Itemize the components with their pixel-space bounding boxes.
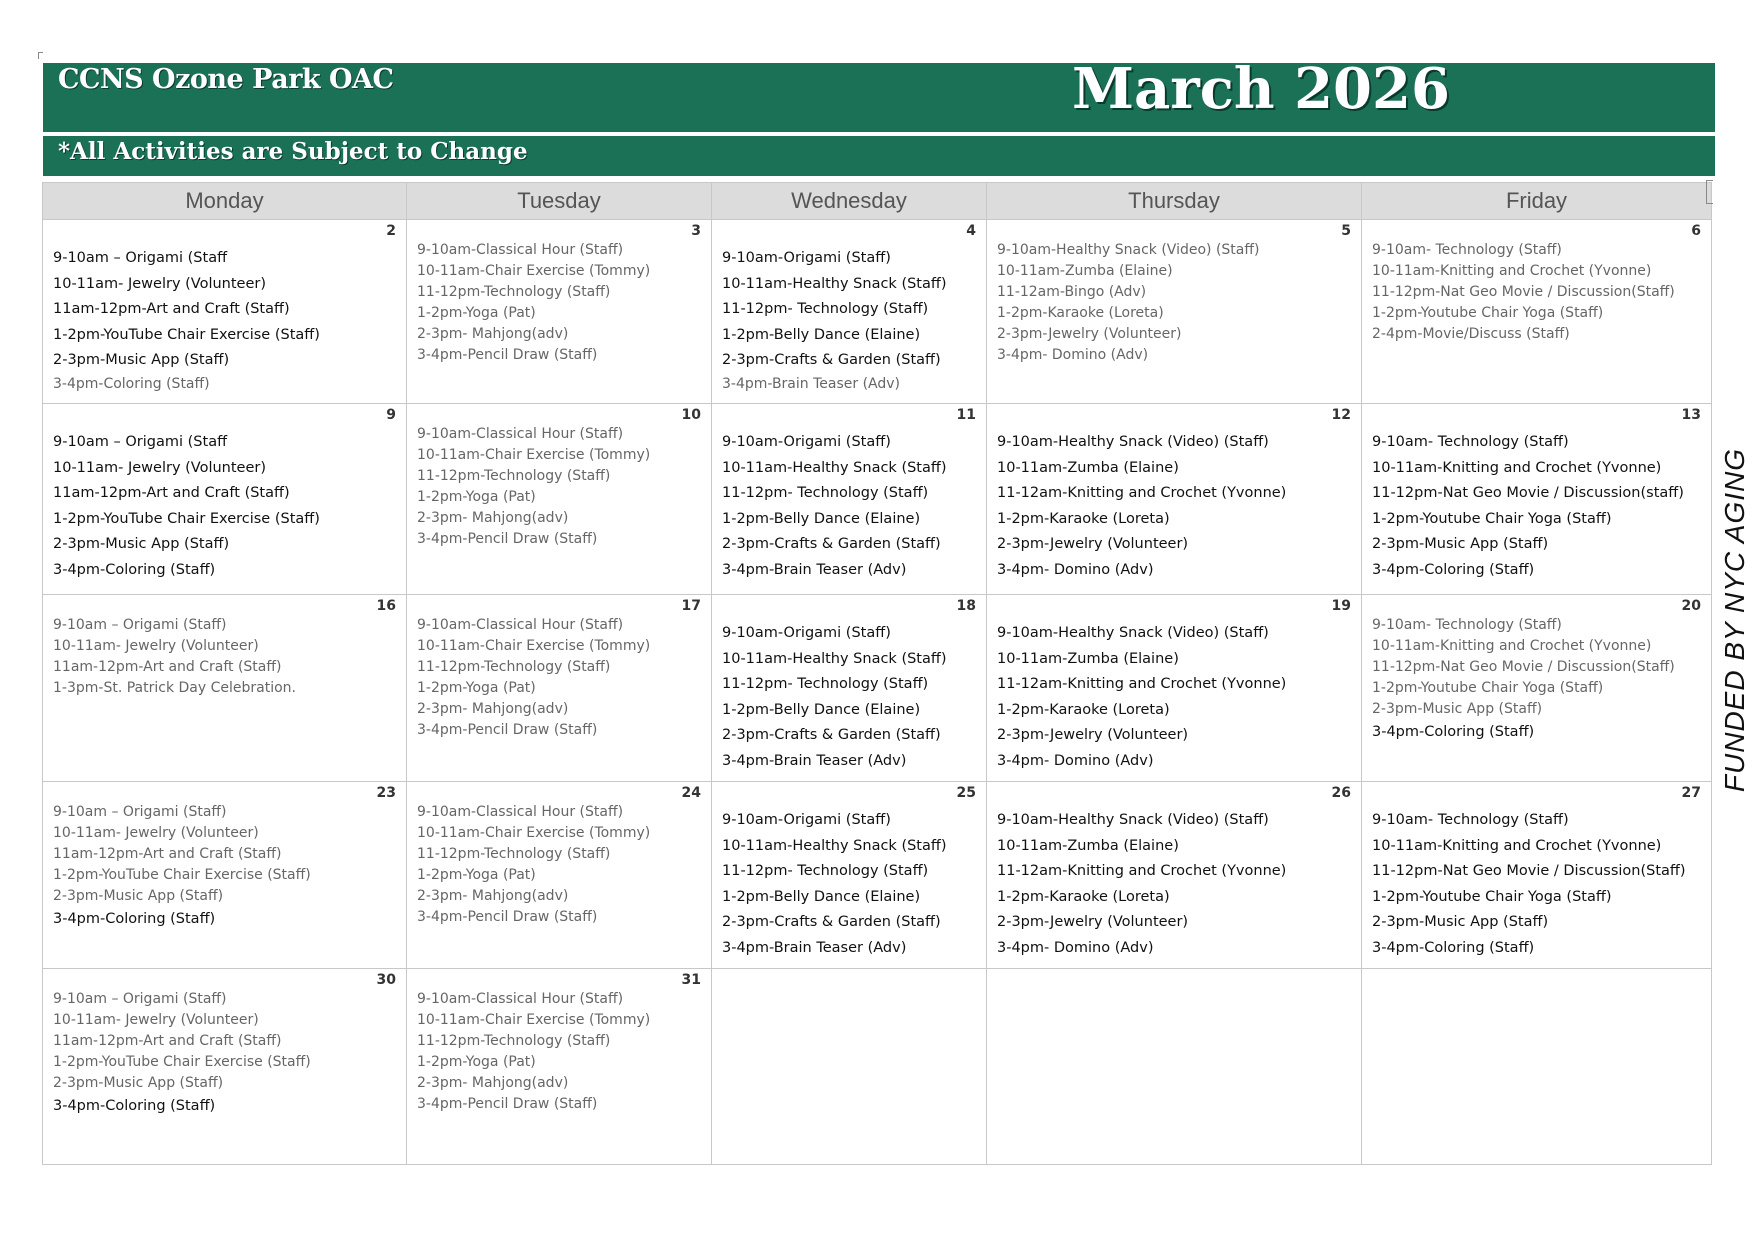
activity-item: 3-4pm-Coloring (Staff) — [1372, 724, 1535, 740]
activity-item: 9-10am-Origami (Staff) — [722, 625, 891, 641]
activity-list — [712, 404, 986, 583]
activity-item: 3-4pm-Pencil Draw (Staff) — [417, 531, 598, 547]
activity-item: 2-3pm-Music App (Staff) — [1372, 914, 1549, 930]
activity-list — [43, 220, 406, 395]
activity-item: 10-11am-Chair Exercise (Tommy) — [417, 638, 651, 654]
activity-list — [987, 969, 1361, 995]
activity-item: 11am-12pm-Art and Craft (Staff) — [53, 485, 290, 501]
day-cell — [407, 782, 712, 969]
activity-list — [43, 595, 406, 699]
activity-item: 11-12am-Knitting and Crochet (Yvonne) — [997, 485, 1287, 501]
day-cell — [712, 404, 987, 595]
weekday-header-row — [43, 183, 1712, 220]
notice-text: *All Activities are Subject to Change — [58, 138, 528, 165]
activity-list — [712, 969, 986, 995]
activity-item: 1-2pm-Karaoke (Loreta) — [997, 510, 1170, 527]
activity-item: 3-4pm-Coloring (Staff) — [53, 911, 216, 927]
activity-item: 2-3pm-Crafts & Garden (Staff) — [722, 352, 941, 368]
activity-item: 3-4pm-Coloring (Staff) — [53, 1098, 216, 1114]
activity-item: 9-10am-Healthy Snack (Video) (Staff) — [997, 625, 1269, 641]
activity-list — [1362, 969, 1711, 995]
activity-item: 2-3pm-Music App (Staff) — [1372, 701, 1543, 717]
activity-list — [43, 404, 406, 583]
activity-item: 1-2pm-YouTube Chair Exercise (Staff) — [53, 1054, 311, 1070]
activity-item: 3-4pm- Domino (Adv) — [997, 939, 1154, 956]
activity-item: 3-4pm-Coloring (Staff) — [53, 375, 210, 392]
activity-item: 11-12pm-Technology (Staff) — [417, 468, 611, 484]
activity-item: 9-10am-Healthy Snack (Video) (Staff) — [997, 242, 1260, 258]
activity-list — [987, 220, 1361, 366]
day-cell — [43, 220, 407, 404]
activity-item: 9-10am- Technology (Staff) — [1372, 434, 1569, 450]
day-cell — [1362, 595, 1712, 782]
activity-list — [1362, 782, 1711, 961]
activity-item: 3-4pm-Coloring (Staff) — [1372, 939, 1535, 956]
activity-list — [407, 404, 711, 550]
activity-item: 10-11am-Healthy Snack (Staff) — [722, 650, 947, 667]
activity-item: 2-3pm-Jewelry (Volunteer) — [997, 326, 1182, 342]
activity-item: 2-3pm-Music App (Staff) — [53, 352, 230, 368]
day-number: 25 — [956, 785, 976, 801]
corner-mark — [38, 52, 43, 59]
activity-list — [712, 595, 986, 774]
activity-item: 3-4pm-Brain Teaser (Adv) — [722, 752, 907, 769]
activity-item: 2-3pm-Crafts & Garden (Staff) — [722, 536, 941, 552]
activity-item: 1-2pm-YouTube Chair Exercise (Staff) — [53, 510, 320, 527]
activity-item: 10-11am- Jewelry (Volunteer) — [53, 825, 259, 841]
activity-item: 3-4pm-Brain Teaser (Adv) — [722, 375, 901, 392]
day-cell — [987, 404, 1362, 595]
day-number: 16 — [376, 598, 396, 614]
activity-item: 11-12pm- Technology (Staff) — [722, 676, 929, 692]
activity-item: 1-2pm-Belly Dance (Elaine) — [722, 326, 921, 343]
activity-item: 3-4pm-Coloring (Staff) — [1372, 561, 1535, 578]
day-number: 27 — [1681, 785, 1701, 801]
day-number: 24 — [681, 785, 701, 801]
activity-item: 10-11am-Knitting and Crochet (Yvonne) — [1372, 837, 1662, 854]
activity-item: 9-10am-Classical Hour (Staff) — [417, 242, 624, 258]
activity-item: 9-10am-Classical Hour (Staff) — [417, 426, 624, 442]
activity-item: 10-11am-Chair Exercise (Tommy) — [417, 447, 651, 463]
activity-item: 1-3pm-St. Patrick Day Celebration. — [53, 680, 296, 696]
activity-item: 10-11am-Knitting and Crochet (Yvonne) — [1372, 263, 1652, 279]
activity-item: 2-3pm- Mahjong(adv) — [417, 701, 569, 717]
activity-item: 1-2pm-Yoga (Pat) — [417, 1054, 536, 1070]
activity-item: 1-2pm-YouTube Chair Exercise (Staff) — [53, 326, 320, 343]
activity-item: 2-3pm-Jewelry (Volunteer) — [997, 536, 1189, 552]
activity-list — [407, 220, 711, 366]
weekday-header: Monday — [43, 183, 407, 220]
activity-item: 11am-12pm-Art and Craft (Staff) — [53, 301, 290, 317]
day-cell — [712, 969, 987, 1165]
day-number: 19 — [1331, 598, 1351, 614]
week-row — [43, 969, 1712, 1165]
activity-item: 1-2pm-Belly Dance (Elaine) — [722, 701, 921, 718]
activity-item: 10-11am-Zumba (Elaine) — [997, 263, 1173, 279]
day-cell — [407, 404, 712, 595]
activity-item: 9-10am-Classical Hour (Staff) — [417, 991, 624, 1007]
day-number: 9 — [386, 407, 396, 423]
activity-item: 9-10am- Technology (Staff) — [1372, 617, 1562, 633]
weekday-header: Wednesday — [712, 183, 987, 220]
day-number: 2 — [386, 223, 396, 239]
day-number: 5 — [1341, 223, 1351, 239]
day-number: 12 — [1331, 407, 1351, 423]
activity-item: 1-2pm-Youtube Chair Yoga (Staff) — [1372, 888, 1612, 905]
activity-item: 9-10am-Origami (Staff) — [722, 434, 891, 450]
activity-item: 1-2pm-YouTube Chair Exercise (Staff) — [53, 867, 311, 883]
activity-item: 3-4pm- Domino (Adv) — [997, 347, 1149, 363]
activity-item: 9-10am-Healthy Snack (Video) (Staff) — [997, 434, 1269, 450]
activity-item: 9-10am-Classical Hour (Staff) — [417, 617, 624, 633]
day-number: 31 — [681, 972, 701, 988]
activity-item: 11am-12pm-Art and Craft (Staff) — [53, 1033, 282, 1049]
activity-item: 11am-12pm-Art and Craft (Staff) — [53, 846, 282, 862]
day-cell — [407, 969, 712, 1165]
activity-list — [407, 595, 711, 741]
activity-item: 2-3pm-Jewelry (Volunteer) — [997, 914, 1189, 930]
activity-item: 10-11am-Knitting and Crochet (Yvonne) — [1372, 638, 1652, 654]
activity-item: 11-12pm-Nat Geo Movie / Discussion(Staff) — [1372, 659, 1675, 675]
org-name: CCNS Ozone Park OAC — [58, 64, 394, 95]
day-cell — [43, 595, 407, 782]
activity-item: 1-2pm-Yoga (Pat) — [417, 489, 536, 505]
day-cell — [712, 220, 987, 404]
activity-item: 9-10am – Origami (Staff — [53, 434, 228, 450]
activity-item: 1-2pm-Youtube Chair Yoga (Staff) — [1372, 510, 1612, 527]
activity-item: 1-2pm-Youtube Chair Yoga (Staff) — [1372, 305, 1604, 321]
weekday-header: Thursday — [987, 183, 1362, 220]
activity-item: 9-10am – Origami (Staff) — [53, 991, 227, 1007]
day-number: 11 — [956, 407, 976, 423]
activity-item: 2-3pm-Music App (Staff) — [53, 1075, 224, 1091]
day-cell — [407, 595, 712, 782]
day-number: 4 — [966, 223, 976, 239]
day-cell — [43, 969, 407, 1165]
day-cell — [712, 595, 987, 782]
day-cell — [1362, 782, 1712, 969]
activity-item: 11-12pm- Technology (Staff) — [722, 863, 929, 879]
activity-item: 1-2pm-Yoga (Pat) — [417, 305, 536, 321]
week-row — [43, 404, 1712, 595]
day-number: 20 — [1681, 598, 1701, 614]
day-cell — [1362, 404, 1712, 595]
activity-item: 2-3pm-Music App (Staff) — [53, 536, 230, 552]
activity-item: 11-12am-Bingo (Adv) — [997, 284, 1147, 300]
activity-item: 10-11am- Jewelry (Volunteer) — [53, 1012, 259, 1028]
activity-item: 10-11am-Knitting and Crochet (Yvonne) — [1372, 459, 1662, 476]
activity-item: 1-2pm-Karaoke (Loreta) — [997, 305, 1164, 321]
day-number: 17 — [681, 598, 701, 614]
week-row — [43, 595, 1712, 782]
activity-item: 10-11am-Chair Exercise (Tommy) — [417, 1012, 651, 1028]
activity-item: 2-3pm- Mahjong(adv) — [417, 326, 569, 342]
activity-item: 9-10am-Healthy Snack (Video) (Staff) — [997, 812, 1269, 828]
activity-item: 3-4pm-Pencil Draw (Staff) — [417, 1096, 598, 1112]
weekday-header: Friday — [1362, 183, 1712, 220]
activity-item: 9-10am- Technology (Staff) — [1372, 812, 1569, 828]
day-cell — [987, 782, 1362, 969]
activity-item: 11-12am-Knitting and Crochet (Yvonne) — [997, 676, 1287, 692]
day-number: 23 — [376, 785, 396, 801]
activity-item: 9-10am – Origami (Staff) — [53, 804, 227, 820]
activity-item: 1-2pm-Yoga (Pat) — [417, 867, 536, 883]
day-cell — [43, 404, 407, 595]
day-cell — [987, 969, 1362, 1165]
activity-item: 1-2pm-Belly Dance (Elaine) — [722, 888, 921, 905]
activity-item: 10-11am-Zumba (Elaine) — [997, 837, 1179, 854]
activity-item: 10-11am- Jewelry (Volunteer) — [53, 459, 267, 476]
weekday-header: Tuesday — [407, 183, 712, 220]
day-number: 13 — [1681, 407, 1701, 423]
activity-item: 2-3pm-Music App (Staff) — [1372, 536, 1549, 552]
day-cell — [712, 782, 987, 969]
activity-item: 10-11am-Healthy Snack (Staff) — [722, 837, 947, 854]
activity-item: 11-12am-Knitting and Crochet (Yvonne) — [997, 863, 1287, 879]
activity-item: 9-10am-Classical Hour (Staff) — [417, 804, 624, 820]
activity-item: 11-12pm-Nat Geo Movie / Discussion(Staff) — [1372, 863, 1686, 879]
month-title: March 2026 — [1072, 56, 1450, 122]
activity-item: 1-2pm-Yoga (Pat) — [417, 680, 536, 696]
day-number: 3 — [691, 223, 701, 239]
activity-item: 10-11am- Jewelry (Volunteer) — [53, 275, 267, 292]
week-row — [43, 782, 1712, 969]
activity-item: 11-12pm-Technology (Staff) — [417, 1033, 611, 1049]
day-number: 18 — [956, 598, 976, 614]
activity-item: 2-3pm-Crafts & Garden (Staff) — [722, 727, 941, 743]
activity-item: 9-10am- Technology (Staff) — [1372, 242, 1562, 258]
day-cell — [43, 782, 407, 969]
activity-item: 3-4pm- Domino (Adv) — [997, 752, 1154, 769]
activity-item: 10-11am-Zumba (Elaine) — [997, 650, 1179, 667]
activity-item: 9-10am-Origami (Staff) — [722, 250, 891, 266]
activity-item: 1-2pm-Belly Dance (Elaine) — [722, 510, 921, 527]
activity-item: 2-3pm- Mahjong(adv) — [417, 1075, 569, 1091]
activity-item: 1-2pm-Karaoke (Loreta) — [997, 701, 1170, 718]
activity-list — [407, 969, 711, 1115]
activity-list — [987, 782, 1361, 961]
activity-list — [987, 404, 1361, 583]
activity-item: 11-12pm-Technology (Staff) — [417, 659, 611, 675]
activity-item: 2-3pm-Music App (Staff) — [53, 888, 224, 904]
activity-item: 10-11am-Healthy Snack (Staff) — [722, 275, 947, 292]
activity-item: 11-12pm-Nat Geo Movie / Discussion(Staff) — [1372, 284, 1675, 300]
activity-item: 3-4pm-Brain Teaser (Adv) — [722, 561, 907, 578]
activity-item: 11-12pm- Technology (Staff) — [722, 301, 929, 317]
activity-item: 9-10am-Origami (Staff) — [722, 812, 891, 828]
activity-item: 2-4pm-Movie/Discuss (Staff) — [1372, 326, 1570, 342]
activity-item: 10-11am-Chair Exercise (Tommy) — [417, 263, 651, 279]
activity-item: 2-3pm-Crafts & Garden (Staff) — [722, 914, 941, 930]
activity-list — [1362, 404, 1711, 583]
calendar-body — [43, 220, 1712, 1165]
activity-item: 10-11am-Zumba (Elaine) — [997, 459, 1179, 476]
activity-item: 10-11am-Chair Exercise (Tommy) — [417, 825, 651, 841]
activity-item: 9-10am – Origami (Staff) — [53, 617, 227, 633]
activity-item: 11-12pm- Technology (Staff) — [722, 485, 929, 501]
activity-item: 11-12pm-Nat Geo Movie / Discussion(staff) — [1372, 485, 1684, 501]
activity-list — [407, 782, 711, 928]
day-cell — [987, 595, 1362, 782]
day-cell — [987, 220, 1362, 404]
day-number: 26 — [1331, 785, 1351, 801]
activity-item: 2-3pm- Mahjong(adv) — [417, 888, 569, 904]
activity-item: 3-4pm- Domino (Adv) — [997, 561, 1154, 578]
table-corner-mark — [1706, 180, 1713, 204]
activity-list — [43, 782, 406, 932]
day-number: 10 — [681, 407, 701, 423]
activity-list — [712, 220, 986, 395]
activity-item: 2-3pm-Jewelry (Volunteer) — [997, 727, 1189, 743]
activity-list — [1362, 595, 1711, 745]
activity-item: 3-4pm-Coloring (Staff) — [53, 561, 216, 578]
activity-item: 1-2pm-Youtube Chair Yoga (Staff) — [1372, 680, 1604, 696]
activity-item: 9-10am – Origami (Staff — [53, 250, 228, 266]
week-row — [43, 220, 1712, 404]
day-number: 6 — [1691, 223, 1701, 239]
activity-list — [987, 595, 1361, 774]
activity-item: 2-3pm- Mahjong(adv) — [417, 510, 569, 526]
activity-list — [712, 782, 986, 961]
activity-list — [1362, 220, 1711, 345]
day-cell — [407, 220, 712, 404]
activity-item: 3-4pm-Brain Teaser (Adv) — [722, 939, 907, 956]
day-cell — [1362, 220, 1712, 404]
day-number: 30 — [376, 972, 396, 988]
activity-item: 1-2pm-Karaoke (Loreta) — [997, 888, 1170, 905]
activity-item: 10-11am-Healthy Snack (Staff) — [722, 459, 947, 476]
activity-item: 11-12pm-Technology (Staff) — [417, 846, 611, 862]
activity-item: 3-4pm-Pencil Draw (Staff) — [417, 347, 598, 363]
activity-list — [43, 969, 406, 1119]
activity-item: 11-12pm-Technology (Staff) — [417, 284, 611, 300]
calendar-grid — [42, 182, 1712, 1165]
activity-item: 11am-12pm-Art and Craft (Staff) — [53, 659, 282, 675]
activity-item: 3-4pm-Pencil Draw (Staff) — [417, 909, 598, 925]
funding-note: FUNDED BY NYC AGING — [1719, 447, 1750, 793]
day-cell — [1362, 969, 1712, 1165]
activity-item: 3-4pm-Pencil Draw (Staff) — [417, 722, 598, 738]
activity-item: 10-11am- Jewelry (Volunteer) — [53, 638, 259, 654]
